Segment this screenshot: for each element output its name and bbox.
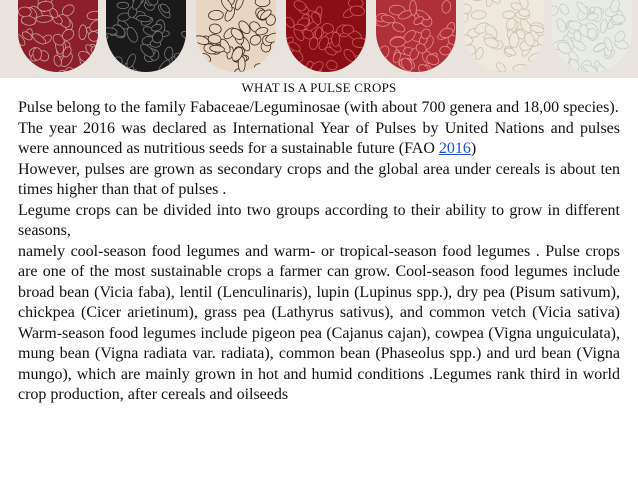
red-kidney-beans-light-image — [376, 0, 456, 72]
paragraph-two-groups: Legume crops can be divided into two groups according to their ability to grow in different seasons, — [18, 201, 620, 239]
paragraph-secondary-crops: However, pulses are grown as secondary crops and the global area under cereals is about ten times higher than that of pulses . — [18, 160, 620, 198]
bowl-red-kidney-beans-light — [376, 0, 456, 72]
fao-2016-link[interactable]: 2016 — [438, 140, 471, 157]
bowl-adzuki-beans — [18, 0, 98, 72]
paragraph-year-close: ) — [470, 140, 477, 157]
paragraph-family: Pulse belong to the family Fabaceae/Leguminosae (with about 700 genera and 18,00 species). — [18, 99, 619, 116]
paragraph-seasons: namely cool-season food legumes and warm- or tropical-season food legumes . Pulse crops are one of the most sustainable crops a farmer can grow. Cool-season food legumes include broad bean (Vicia faba), lentil (Lenculinaris), lupin (Lupinus spp.), dry pea (Pisum sativum), chickpea (Cicer arietinum), grass pea (Lathyrus sativus), and common vetch (Vicia sativa) Warm-season food legumes include pigeon pea (Cajanus cajan), cowpea (Vigna unguiculata), mung bean (Vigna radiata var. radiata), common bean (Phaseolus spp.) and urd bean (Vigna mungo), which are mainly grown in hot and humid conditions .Legumes rank third in world crop production, after cereals and oilseeds — [18, 242, 620, 403]
paragraph-year-text: The year 2016 was declared as International Year of Pulses by United Nations and pulses were announced as nutritious seeds for a sustainable future (FAO — [18, 119, 620, 157]
pulse-bowls-banner — [0, 0, 638, 78]
bowl-red-kidney-beans-dark — [286, 0, 366, 72]
black-beans-image — [106, 0, 186, 72]
bowl-black-beans — [106, 0, 186, 72]
bowl-cannellini-beans — [464, 0, 544, 72]
page-title: WHAT IS A PULSE CROPS — [241, 80, 397, 95]
paragraph-year-of-pulses — [18, 119, 620, 160]
adzuki-beans-image — [18, 0, 98, 72]
cannellini-beans-image — [464, 0, 544, 72]
navy-beans-image — [552, 0, 632, 72]
body-text — [18, 98, 620, 406]
red-kidney-beans-dark-image — [286, 0, 366, 72]
bowl-navy-beans — [552, 0, 632, 72]
black-eyed-peas-image — [196, 0, 276, 72]
bowl-black-eyed-peas — [196, 0, 276, 72]
